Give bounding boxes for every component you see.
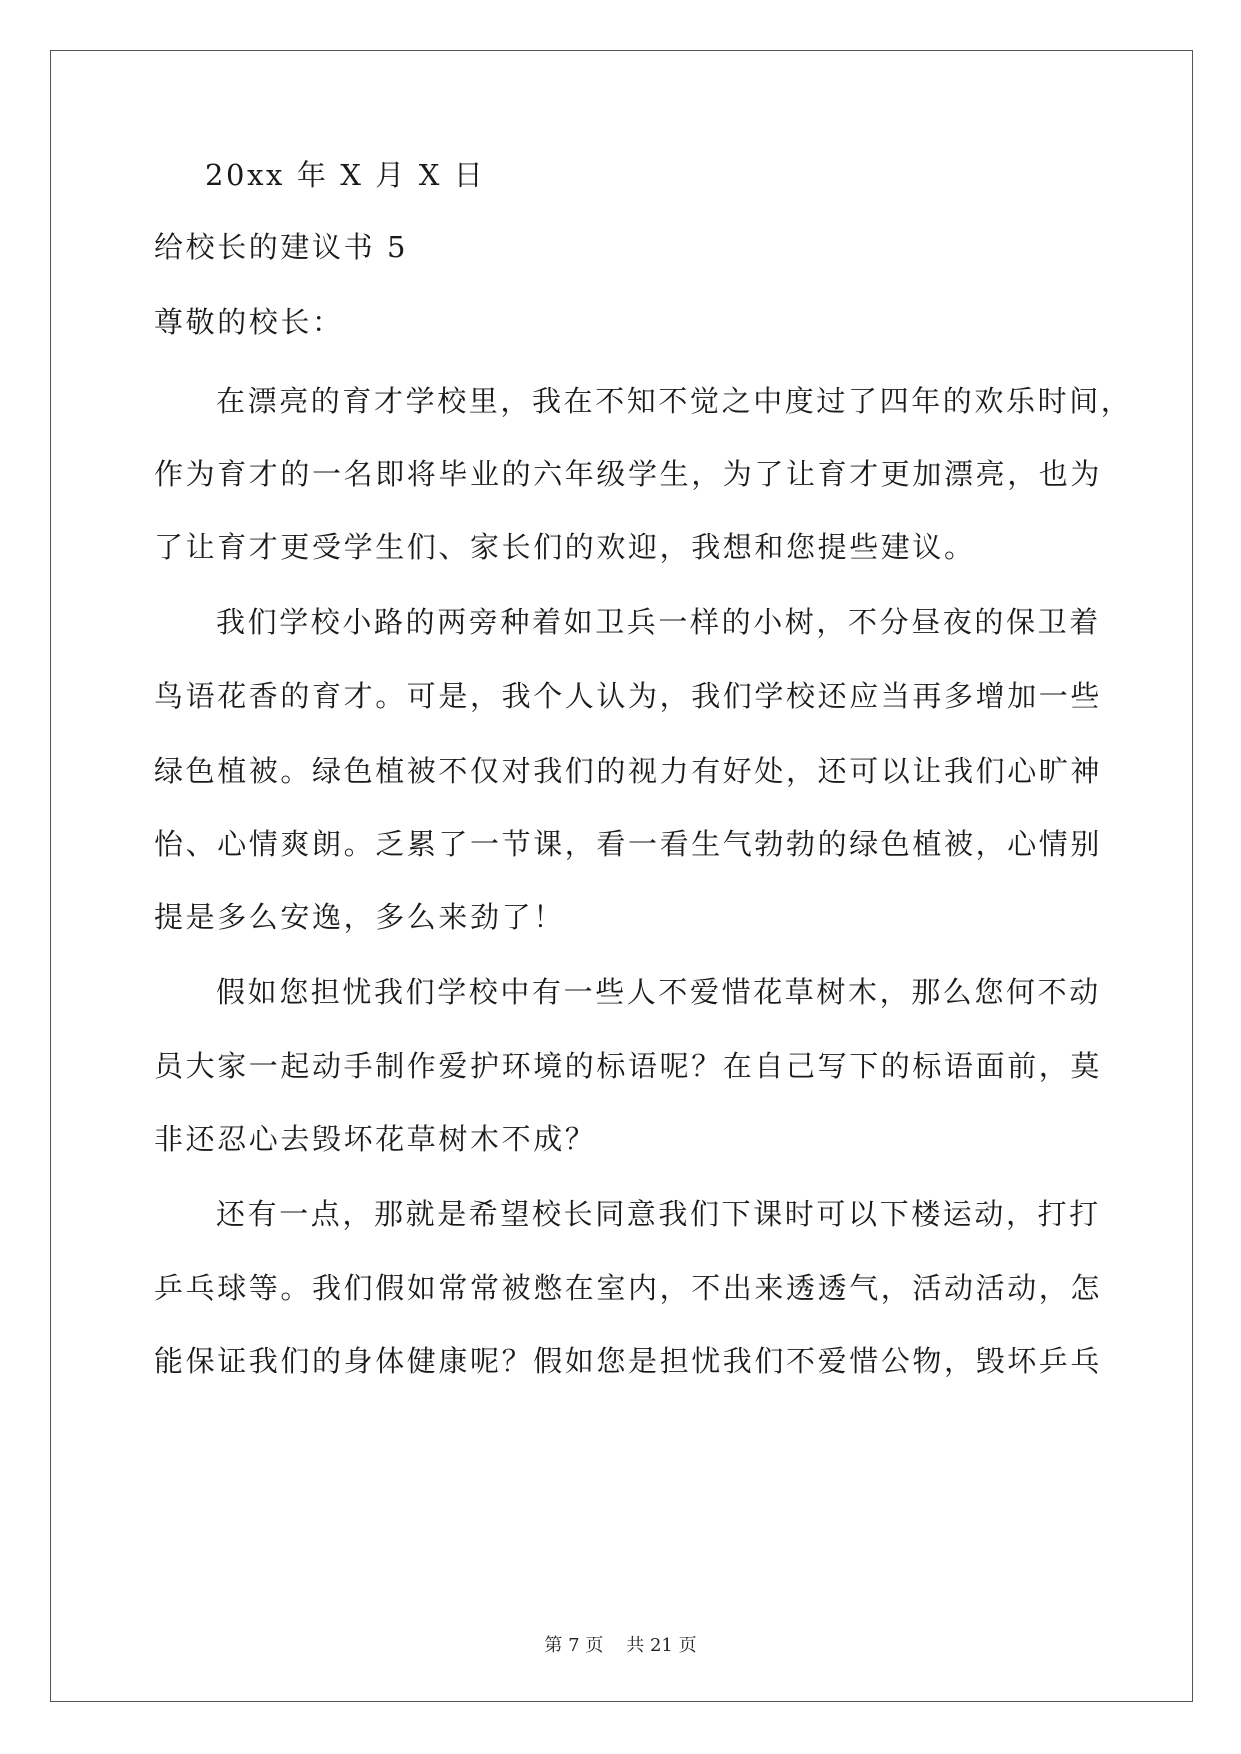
page-number: 第 7 页 xyxy=(544,1635,604,1656)
body-line: 能保证我们的身体健康呢？假如您是担忧我们不爱惜公物，毁坏乒乓 xyxy=(154,1344,1103,1378)
body-line: 作为育才的一名即将毕业的六年级学生，为了让育才更加漂亮，也为 xyxy=(154,457,1103,491)
body-line: 非还忍心去毁坏花草树木不成？ xyxy=(154,1122,597,1156)
date-line: 20xx 年 X 月 X 日 xyxy=(205,158,486,192)
body-line: 怡、心情爽朗。乏累了一节课，看一看生气勃勃的绿色植被，心情别 xyxy=(154,827,1103,861)
page-total: 共 21 页 xyxy=(626,1635,697,1656)
page-footer xyxy=(0,1634,1241,1658)
body-line: 还有一点，那就是希望校长同意我们下课时可以下楼运动，打打 xyxy=(216,1197,1101,1231)
body-line: 乒乓球等。我们假如常常被憋在室内，不出来透透气，活动活动，怎 xyxy=(154,1271,1103,1305)
letter-heading: 给校长的建议书 5 xyxy=(154,230,409,264)
body-line: 提是多么安逸，多么来劲了！ xyxy=(154,900,565,934)
body-line: 假如您担忧我们学校中有一些人不爱惜花草树木，那么您何不动 xyxy=(216,975,1101,1009)
body-line: 我们学校小路的两旁种着如卫兵一样的小树，不分昼夜的保卫着 xyxy=(216,605,1101,639)
body-line: 了让育才更受学生们、家长们的欢迎，我想和您提些建议。 xyxy=(154,530,976,564)
body-line: 员大家一起动手制作爱护环境的标语呢？在自己写下的标语面前，莫 xyxy=(154,1049,1103,1083)
salutation: 尊敬的校长： xyxy=(154,305,344,339)
body-line: 在漂亮的育才学校里，我在不知不觉之中度过了四年的欢乐时间， xyxy=(216,384,1133,418)
body-line: 鸟语花香的育才。可是，我个人认为，我们学校还应当再多增加一些 xyxy=(154,679,1103,713)
body-line: 绿色植被。绿色植被不仅对我们的视力有好处，还可以让我们心旷神 xyxy=(154,754,1103,788)
page-border xyxy=(50,50,1193,1702)
